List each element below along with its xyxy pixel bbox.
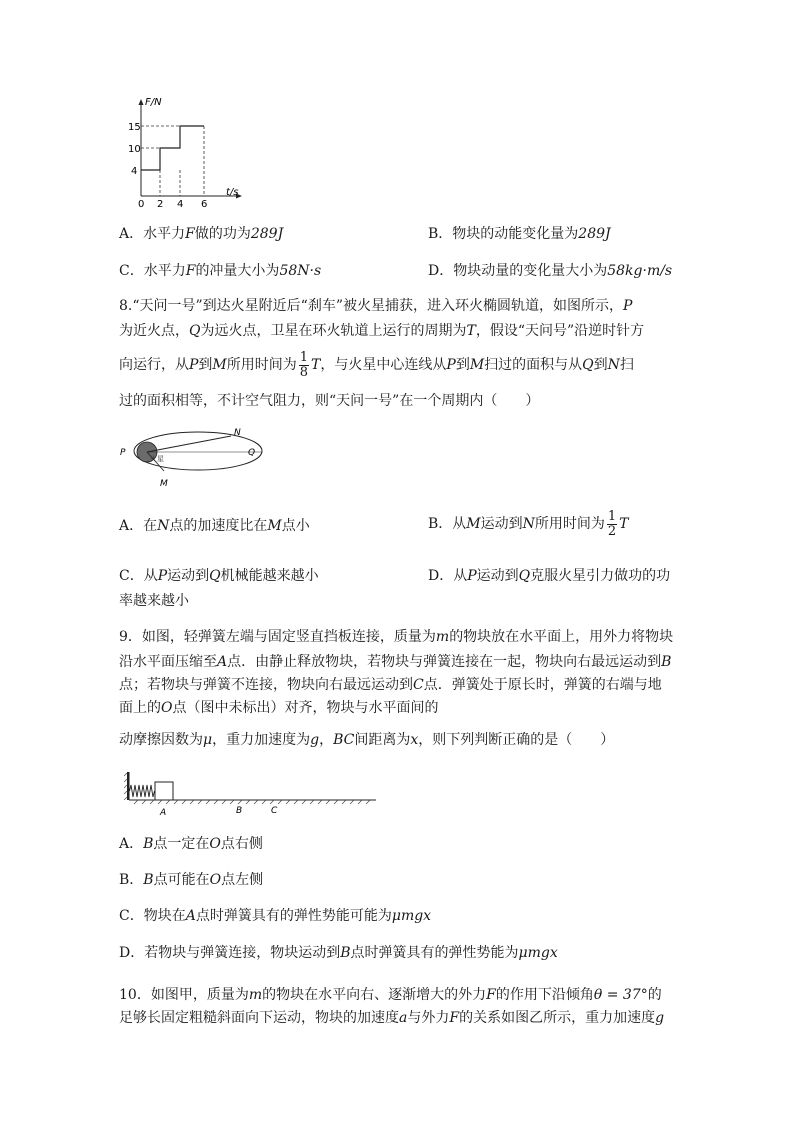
label-m: M [160,479,168,489]
q9-stem-line-4: 面上的O点（图中未标出）对齐，物块与水平面间的 [119,700,439,716]
force-time-graph [128,96,258,208]
point-c-label: C [271,806,278,816]
q7-option-b[interactable]: B．物块的动能变化量为289J [428,226,611,242]
label-p: P [120,448,126,458]
y-axis-label: F/N [145,97,162,108]
block [155,782,173,800]
q9-stem-line-5: 动摩擦因数为μ，重力加速度为g，BC间距离为x，则下列判断正确的是（ ） [119,732,615,748]
q7-option-a[interactable]: A．水平力F做的功为289J [119,226,284,242]
q7-option-d[interactable]: D．物块动量的变化量大小为58kg·m/s [428,263,673,279]
q9-stem-line-1: 9．如图，轻弹簧左端与固定竖直挡板连接，质量为m的物块放在水平面上，用外力将物块 [119,629,674,645]
x-tick-4: 4 [177,199,184,208]
q8-stem-line-3: 向运行，从P到M所用时间为 $\frac{1}{8}$ T，与火星中心连线从P到M扫过的面积与从Q到N扫 [119,349,634,380]
q8-option-d-continued: 率越来越小 [119,593,189,609]
q7-option-c[interactable]: C．水平力F的冲量大小为58N·s [119,263,322,279]
q8-stem-line-2: 为近火点，Q为远火点，卫星在环火轨道上运行的周期为T，假设“天问号”沿逆时针方 [119,323,645,339]
q8-stem-line-4: 过的面积相等，不计空气阻力，则“天问一号”在一个周期内（ ） [119,393,540,409]
q9-option-a[interactable]: A．B点一定在O点右侧 [119,836,263,852]
q10-stem-line-2: 足够长固定粗糙斜面向下运动，物块的加速度a与外力F的关系如图乙所示，重力加速度g [119,1010,665,1026]
force-step-line [141,126,204,170]
x-tick-2: 2 [157,199,164,208]
x-tick-6: 6 [201,199,208,208]
y-tick-4: 4 [131,166,138,177]
fraction-1-8: $\frac{1}{8}$ [299,349,309,380]
point-a-label: A [160,808,167,818]
y-tick-15: 15 [128,122,141,133]
q9-option-b[interactable]: B．B点可能在O点左侧 [119,872,264,888]
orbit-figure [118,424,270,490]
point-b-label: B [236,806,243,816]
q8-stem-line-1: 8.“天问一号”到达火星附近后“刹车”被火星捕获，进入环火椭圆轨道，如图所示，P [119,298,633,314]
q8-option-b[interactable]: B．从M运动到N所用时间为 $\frac{1}{2}$ T [428,508,629,539]
q8-option-d[interactable]: D．从P运动到Q克服火星引力做功的功 [428,568,671,584]
y-axis-arrow [139,99,144,105]
q9-option-c[interactable]: C．物块在A点时弹簧具有的弹性势能可能为μmgx [119,908,432,924]
label-n: N [234,428,241,438]
q10-stem-line-1: 10．如图甲，质量为m的物块在水平向右、逐渐增大的外力F的作用下沿倾角θ = 37°的 [119,987,662,1003]
fraction-1-2: $\frac{1}{2}$ [607,508,617,539]
label-q: Q [248,448,256,458]
y-tick-10: 10 [128,144,141,155]
label-planet: 火星 [150,455,164,463]
q8-option-a[interactable]: A．在N点的加速度比在M点小 [119,518,310,534]
q9-stem-line-2: 沿水平面压缩至A点．由静止释放物块，若物块与弹簧连接在一起，物块向右最远运动到B [119,654,672,670]
spring [130,785,155,797]
q9-stem-line-3: 点；若物块与弹簧不连接，物块向右最远运动到C点．弹簧处于原长时，弹簧的右端与地 [119,677,662,693]
q9-option-d[interactable]: D．若物块与弹簧连接，物块运动到B点时弹簧具有的弹性势能为μmgx [119,945,558,961]
x-tick-0: 0 [138,199,145,208]
fixed-wall [127,772,130,800]
x-axis-label: t/s [226,187,239,198]
spring-figure [124,766,378,818]
radius-to-n [147,436,231,452]
q8-option-c[interactable]: C．从P运动到Q机械能越来越小 [119,568,319,584]
